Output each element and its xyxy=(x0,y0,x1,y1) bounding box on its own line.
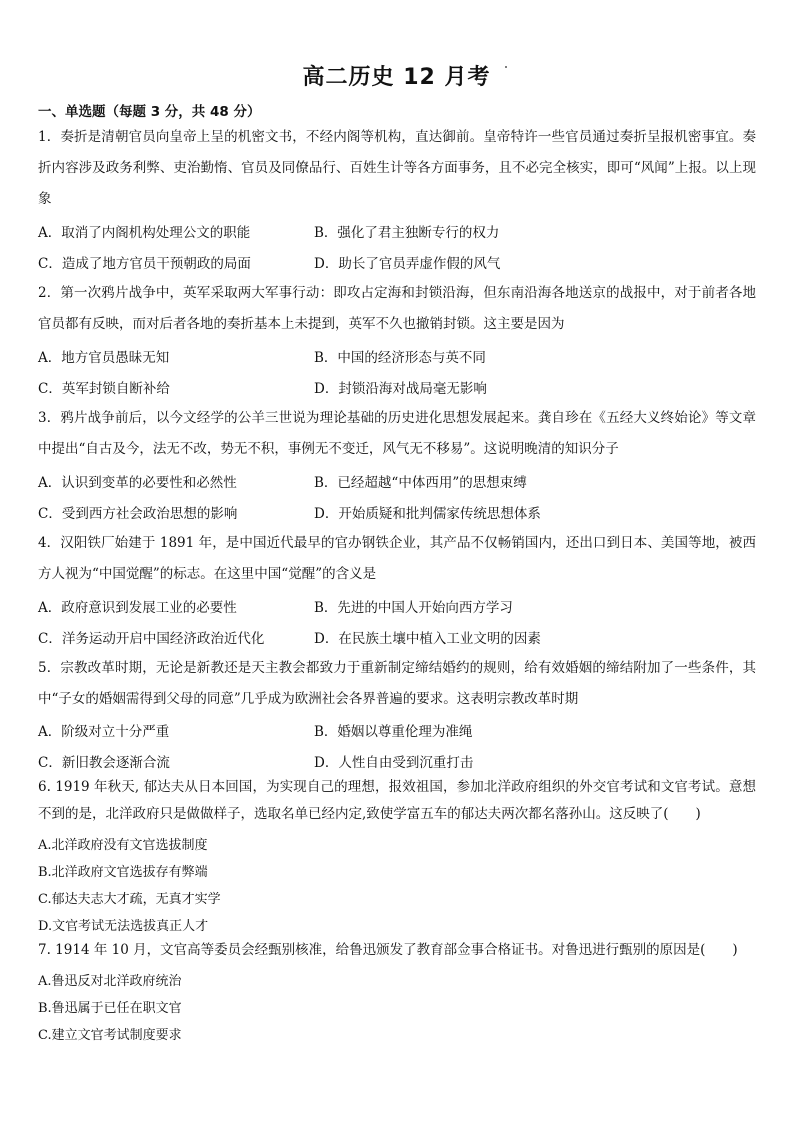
stray-dot xyxy=(505,66,507,68)
question-5-stem: 5．宗教改革时期，无论是新教还是天主教会都致力于重新制定缔结婚约的规则，给有效婚姻的缔结附加了一些条件，其中“子女的婚姻需得到父母的同意”几乎成为欧洲社会各界普遍的要求。这表明宗教改革时期 xyxy=(38,660,756,707)
question-1-option-c: C．造成了地方官员干预朝政的局面 xyxy=(38,256,251,272)
question-2-option-b: B．中国的经济形态与英不同 xyxy=(314,350,486,366)
question-7-option-b: B.鲁迅属于已任在职文官 xyxy=(38,1001,182,1016)
question-6-option-a: A.北洋政府没有文官选拔制度 xyxy=(38,838,208,853)
question-5-option-a: A．阶级对立十分严重 xyxy=(38,724,170,740)
question-6-option-c: C.郁达夫志大才疏，无真才实学 xyxy=(38,892,221,907)
question-6-option-d: D.文官考试无法选拔真正人才 xyxy=(38,919,209,934)
question-4-option-b: B．先进的中国人开始向西方学习 xyxy=(314,600,513,616)
question-3-option-d: D．开始质疑和批判儒家传统思想体系 xyxy=(314,506,541,522)
question-4-option-c: C．洋务运动开启中国经济政治近代化 xyxy=(38,631,265,647)
question-2-stem: 2．第一次鸦片战争中，英军采取两大军事行动：即攻占定海和封锁沿海，但东南沿海各地送京的战报中，对于前者各地官员都有反映，而对后者各地的奏折基本上未提到，英军不久也撤销封锁。这主要是因为 xyxy=(38,285,756,332)
question-1-stem: 1．奏折是清朝官员向皇帝上呈的机密文书，不经内阁等机构，直达御前。皇帝特许一些官员通过奏折呈报机密事宜。奏折内容涉及政务利弊、吏治勤惰、官员及同僚品行、百姓生计等各方面事务，且不必完全核实，即可“风闻”上报。以上现象 xyxy=(38,129,756,207)
section-heading: 一、单选题（每题 3 分，共 48 分） xyxy=(38,104,261,120)
question-5-option-b: B．婚姻以尊重伦理为准绳 xyxy=(314,724,473,740)
question-7-option-c: C.建立文官考试制度要求 xyxy=(38,1028,182,1043)
question-2-option-a: A．地方官员愚昧无知 xyxy=(38,350,170,366)
question-2-option-d: D．封锁沿海对战局毫无影响 xyxy=(314,381,487,397)
question-3-stem: 3．鸦片战争前后，以今文经学的公羊三世说为理论基础的历史进化思想发展起来。龚自珍在《五经大义终始论》等文章中提出“自古及今，法无不改，势无不积，事例无不变迁，风气无不移易”。这说明晚清的知识分子 xyxy=(38,410,756,457)
question-4-option-d: D．在民族土壤中植入工业文明的因素 xyxy=(314,631,541,647)
question-3-option-c: C．受到西方社会政治思想的影响 xyxy=(38,506,238,522)
question-7-stem: 7. 1914 年 10 月，文官高等委员会经甄别核准，给鲁迅颁发了教育部佥事合格证书。对鲁迅进行甄别的原因是( ) xyxy=(38,942,738,958)
question-1-option-b: B．强化了君主独断专行的权力 xyxy=(314,225,500,241)
question-6-option-b: B.北洋政府文官选拔存有弊端 xyxy=(38,865,208,880)
question-3-option-a: A．认识到变革的必要性和必然性 xyxy=(38,475,237,491)
question-1-option-d: D．助长了官员弄虚作假的风气 xyxy=(314,256,501,272)
question-6-stem: 6. 1919 年秋天, 郁达夫从日本回国，为实现自己的理想，报效祖国，参加北洋政府组织的外交官考试和文官考试。意想不到的是，北洋政府只是做做样子，选取名单已经内定,致使学富五车的郁达夫两次都名落孙山。这反映了( ) xyxy=(38,779,756,822)
question-3-option-b: B．已经超越“中体西用”的思想束缚 xyxy=(314,475,527,491)
question-7-option-a: A.鲁迅反对北洋政府统治 xyxy=(38,974,182,989)
question-5-option-d: D．人性自由受到沉重打击 xyxy=(314,755,474,771)
question-4-option-a: A．政府意识到发展工业的必要性 xyxy=(38,600,237,616)
question-1-option-a: A．取消了内阁机构处理公文的职能 xyxy=(38,225,251,241)
question-2-option-c: C．英军封锁自断补给 xyxy=(38,381,170,397)
page-title: 高二历史 12 月考 xyxy=(302,65,491,90)
question-4-stem: 4．汉阳铁厂始建于 1891 年，是中国近代最早的官办钢铁企业，其产品不仅畅销国内，还出口到日本、美国等地，被西方人视为“中国觉醒”的标志。在这里中国“觉醒”的含义是 xyxy=(38,535,756,582)
question-5-option-c: C．新旧教会逐渐合流 xyxy=(38,755,170,771)
